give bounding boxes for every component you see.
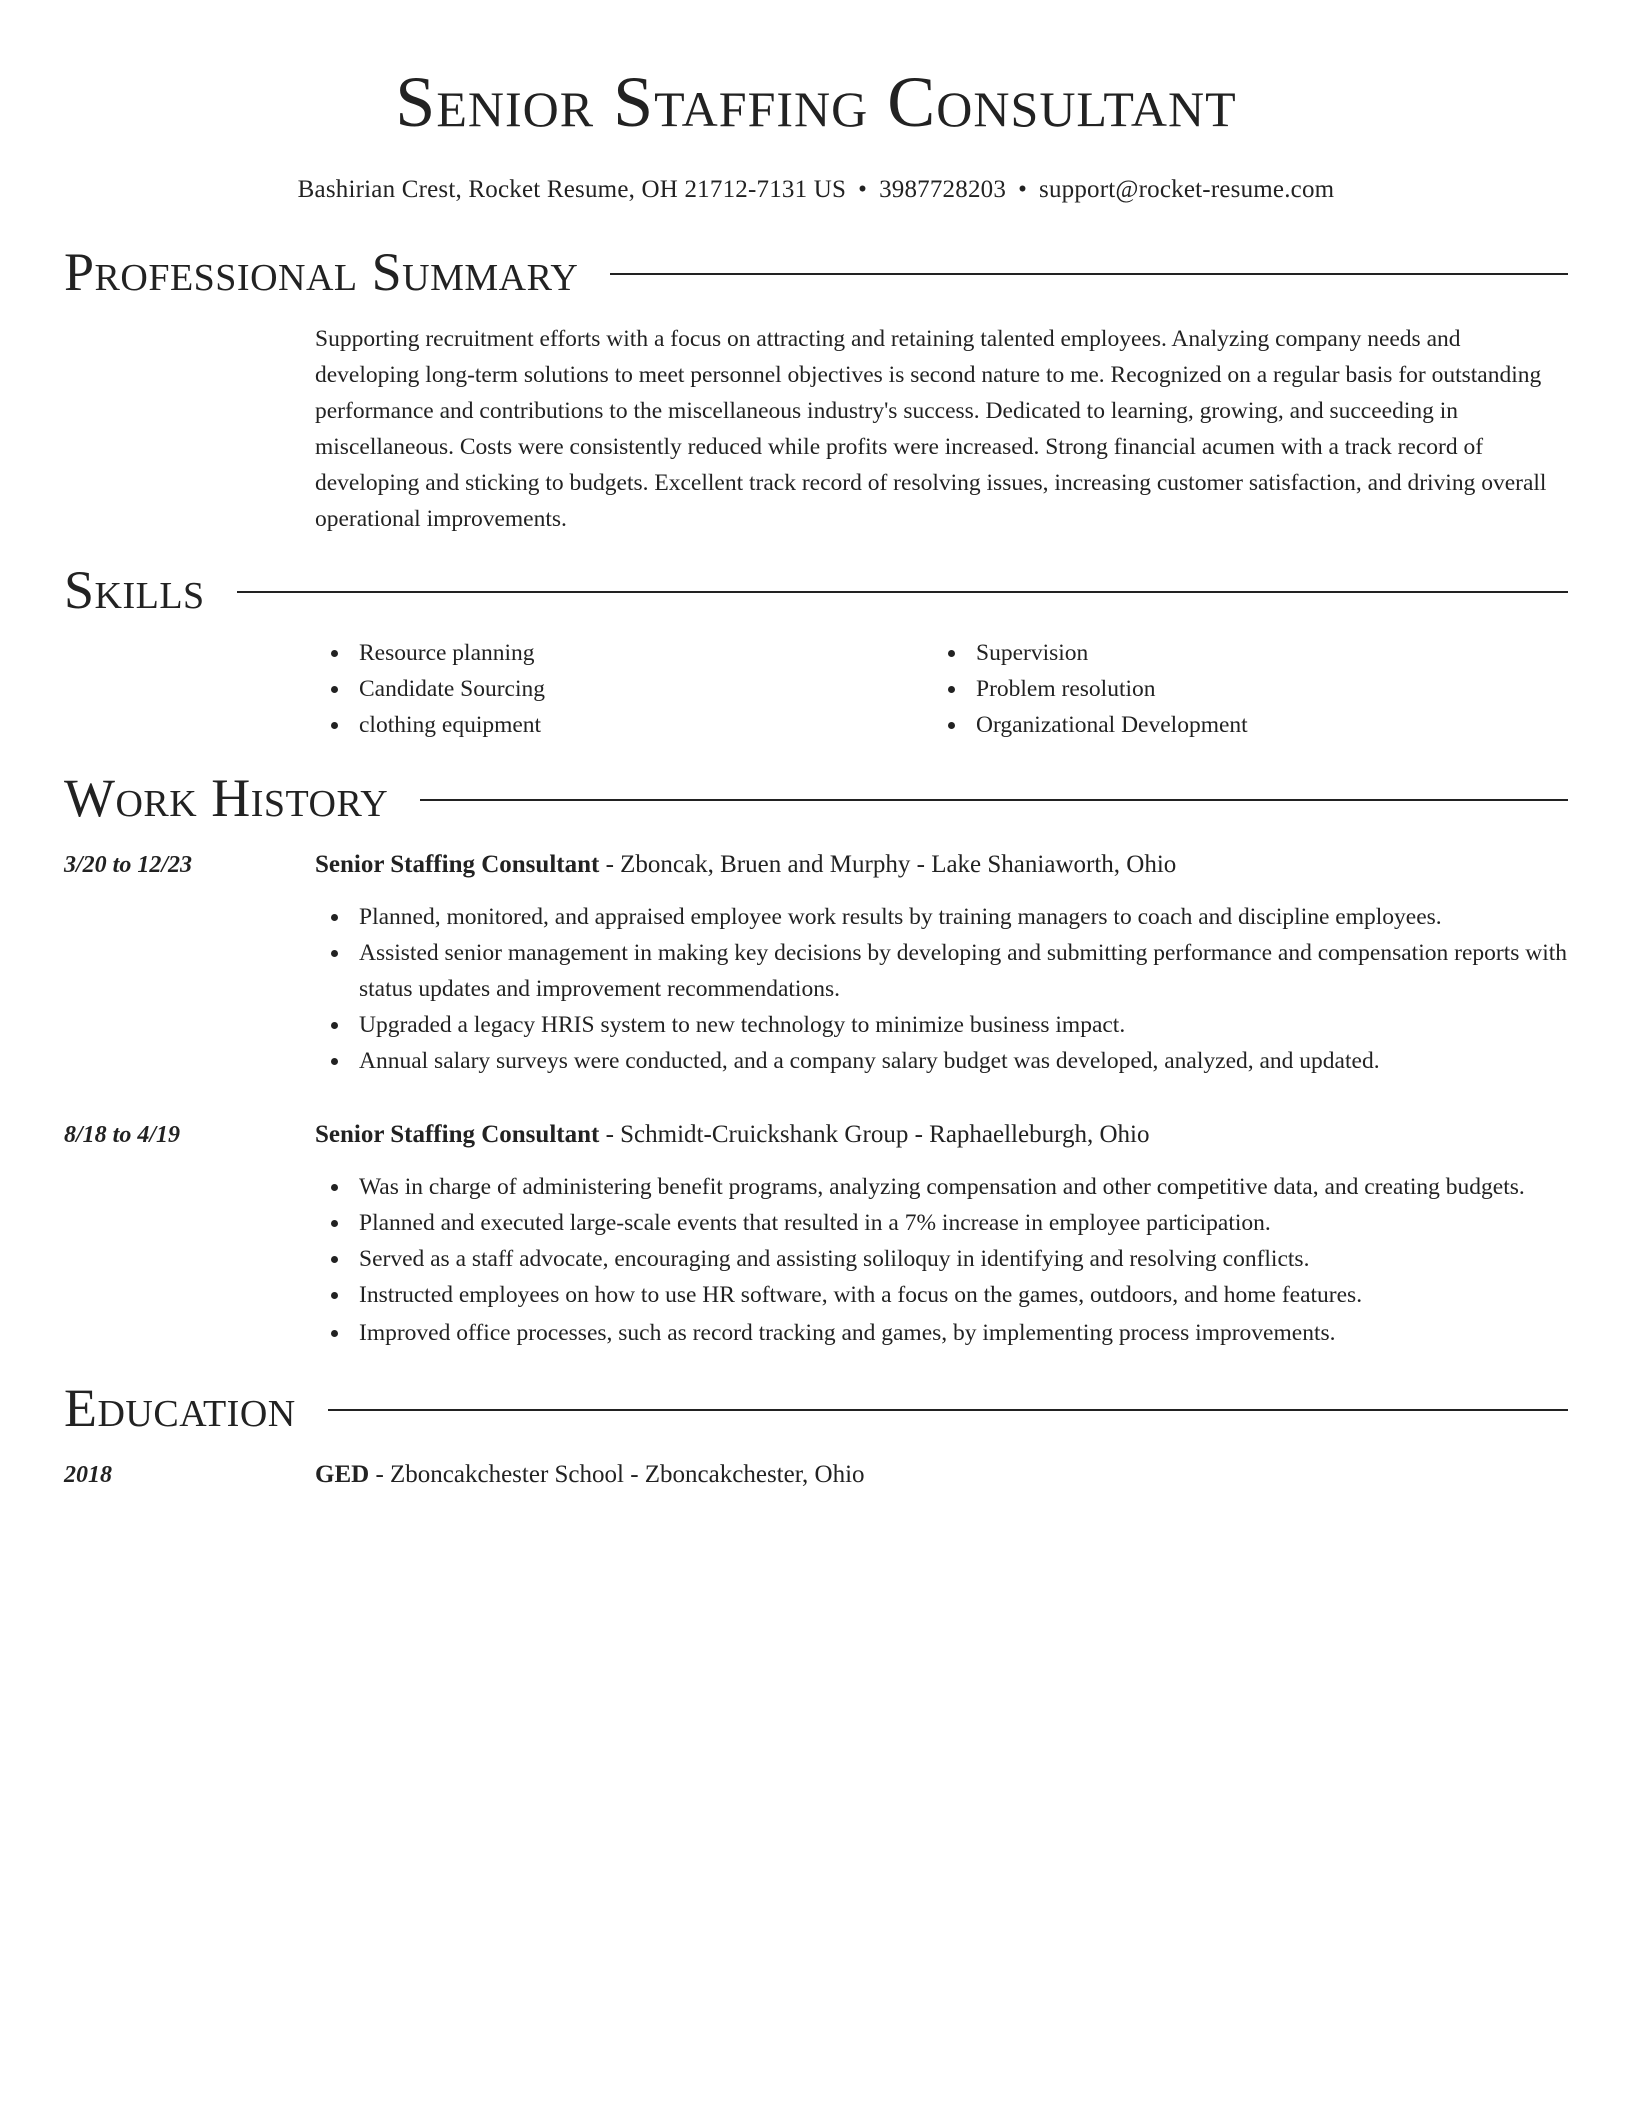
job-entry — [64, 1117, 1568, 1351]
contact-line — [64, 175, 1568, 205]
job-role: Senior Staffing Consultant — [315, 851, 600, 878]
work-section-header — [64, 768, 1568, 828]
contact-email: support@rocket-resume.com — [1039, 176, 1335, 203]
job-bullet: Instructed employees on how to use HR software, with a focus on the games, outdoors, and home features. — [315, 1277, 1568, 1313]
skill-item: Supervision — [932, 635, 1549, 671]
job-bullet: Was in charge of administering benefit programs, analyzing compensation and other competitive data, and creating budgets. — [315, 1169, 1568, 1205]
job-bullets — [315, 899, 1568, 1079]
job-dates: 8/18 to 4/19 — [64, 1122, 181, 1148]
job-dates: 3/20 to 12/23 — [64, 852, 193, 878]
resume-page — [64, 0, 1568, 1493]
section-divider — [328, 1409, 1568, 1411]
job-entry — [64, 847, 1568, 1079]
job-details: - Zboncak, Bruen and Murphy - Lake Shaniaworth, Ohio — [599, 851, 1177, 878]
skill-item: Resource planning — [315, 635, 932, 671]
skill-item: Problem resolution — [932, 671, 1549, 707]
section-divider — [237, 591, 1568, 593]
job-bullet: Upgraded a legacy HRIS system to new technology to minimize business impact. — [315, 1007, 1568, 1043]
skill-item: clothing equipment — [315, 707, 932, 743]
education-section-header — [64, 1378, 1568, 1438]
contact-separator: • — [1018, 176, 1028, 203]
job-body — [315, 847, 1568, 1079]
education-line — [315, 1457, 865, 1493]
job-bullet: Planned and executed large-scale events that resulted in a 7% increase in employee participation. — [315, 1205, 1568, 1241]
contact-phone: 3987728203 — [879, 176, 1007, 203]
education-entry — [64, 1457, 1568, 1493]
skills-column-left — [315, 635, 932, 743]
contact-address: Bashirian Crest, Rocket Resume, OH 21712-7131 US — [297, 176, 847, 203]
job-bullets — [315, 1169, 1568, 1351]
education-degree: GED — [315, 1461, 370, 1488]
summary-section-title: Professional Summary — [64, 242, 579, 302]
skill-item: Candidate Sourcing — [315, 671, 932, 707]
contact-separator: • — [858, 176, 868, 203]
job-body — [315, 1117, 1568, 1351]
resume-name: Senior Staffing Consultant — [395, 62, 1237, 142]
job-bullet: Annual salary surveys were conducted, and a company salary budget was developed, analyzed, and updated. — [315, 1043, 1568, 1079]
section-divider — [610, 273, 1568, 275]
skills-column-right — [932, 635, 1549, 743]
education-details: - Zboncakchester School - Zboncakchester, Ohio — [369, 1461, 865, 1488]
skills-list — [315, 635, 1568, 743]
job-role: Senior Staffing Consultant — [315, 1121, 600, 1148]
job-title-line — [315, 1117, 1568, 1153]
skill-item: Organizational Development — [932, 707, 1549, 743]
summary-section-header — [64, 242, 1568, 302]
skills-section-title: Skills — [64, 560, 205, 620]
education-year: 2018 — [64, 1462, 112, 1488]
skills-section-header — [64, 560, 1568, 620]
job-bullet: Planned, monitored, and appraised employee work results by training managers to coach and discipline employees. — [315, 899, 1568, 935]
work-section-title: Work History — [64, 768, 389, 828]
job-details: - Schmidt-Cruickshank Group - Raphaelleburgh, Ohio — [599, 1121, 1150, 1148]
job-bullet: Assisted senior management in making key decisions by developing and submitting performance and compensation reports with status updates and improvement recommendations. — [315, 935, 1568, 1007]
education-section-title: Education — [64, 1378, 296, 1438]
section-divider — [420, 799, 1568, 801]
job-title-line — [315, 847, 1568, 883]
summary-text: Supporting recruitment efforts with a focus on attracting and retaining talented employees. Analyzing company needs and developing long-term solutions to meet personnel objectives is second nature to me. Recognized on a regular basis for outstanding performance and contributions to the miscellaneous industry's success. Dedicated to learning, growing, and succeeding in miscellaneous. Costs were consistently reduced while profits were increased. Strong financial acumen with a track record of developing and sticking to budgets. Excellent track record of resolving issues, increasing customer satisfaction, and driving overall operational improvements. — [315, 326, 1547, 532]
job-bullet: Improved office processes, such as record tracking and games, by implementing process improvements. — [315, 1315, 1568, 1351]
job-bullet: Served as a staff advocate, encouraging and assisting soliloquy in identifying and resolving conflicts. — [315, 1241, 1568, 1277]
